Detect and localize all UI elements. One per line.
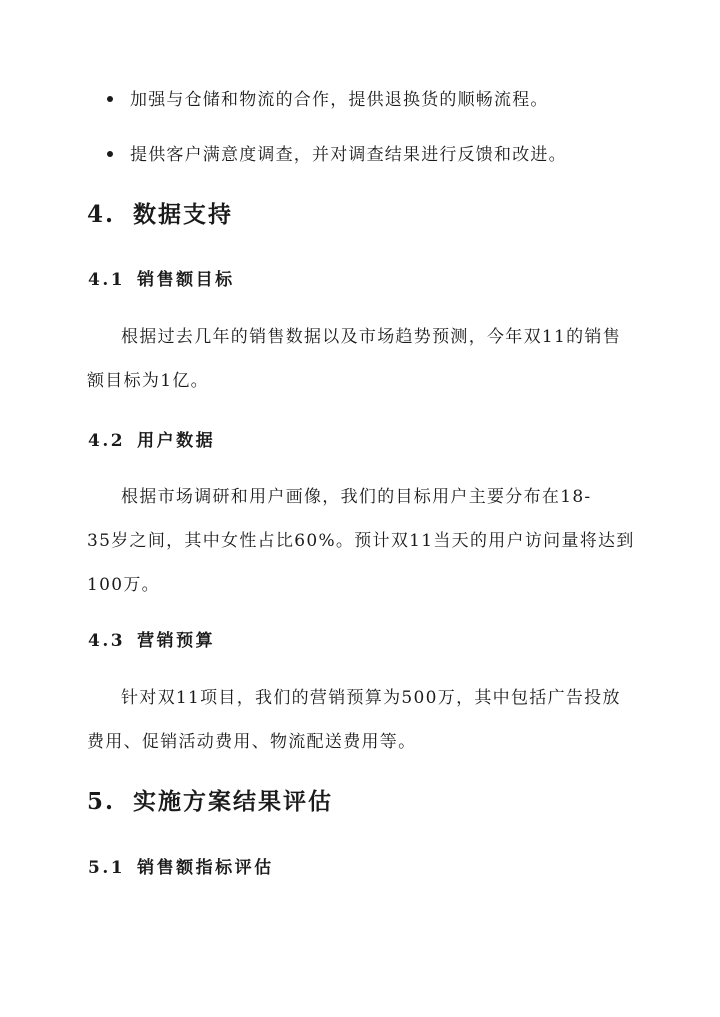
section-heading	[87, 787, 333, 817]
paragraph-line: 根据过去几年的销售数据以及市场趋势预测，今年双11的销售	[121, 327, 622, 347]
subsection-heading	[88, 630, 215, 652]
paragraph-line: 根据市场调研和用户画像，我们的目标用户主要分布在18-	[121, 487, 592, 507]
section-heading	[87, 200, 233, 230]
subsection-title: 销售额指标评估	[137, 858, 274, 878]
subsection-heading	[88, 857, 274, 879]
paragraph-line: 100万。	[87, 575, 160, 595]
paragraph-line: 额目标为1亿。	[87, 371, 209, 391]
subsection-heading	[88, 269, 235, 291]
bullet-text: 加强与仓储和物流的合作，提供退换货的顺畅流程。	[130, 90, 549, 110]
paragraph-line: 35岁之间，其中女性占比60%。预计双11当天的用户访问量将达到	[87, 531, 635, 551]
section-title: 实施方案结果评估	[133, 788, 334, 815]
bullet-text: 提供客户满意度调查，并对调查结果进行反馈和改进。	[130, 145, 567, 165]
subsection-number: 5.1	[88, 858, 126, 878]
bullet-dot-icon	[107, 96, 113, 102]
subsection-title: 销售额目标	[137, 270, 235, 290]
subsection-number: 4.3	[88, 631, 126, 651]
subsection-number: 4.1	[88, 270, 126, 290]
subsection-number: 4.2	[88, 431, 126, 451]
bullet-item	[107, 144, 567, 166]
subsection-title: 营销预算	[137, 631, 216, 651]
paragraph-line: 费用、促销活动费用、物流配送费用等。	[87, 732, 417, 752]
paragraph-line: 针对双11项目，我们的营销预算为500万，其中包括广告投放	[121, 688, 621, 708]
section-number: 5.	[87, 788, 116, 815]
subsection-heading	[88, 430, 215, 452]
bullet-dot-icon	[107, 151, 113, 157]
section-number: 4.	[87, 201, 116, 228]
section-title: 数据支持	[133, 201, 234, 228]
bullet-item	[107, 89, 549, 111]
subsection-title: 用户数据	[137, 431, 216, 451]
